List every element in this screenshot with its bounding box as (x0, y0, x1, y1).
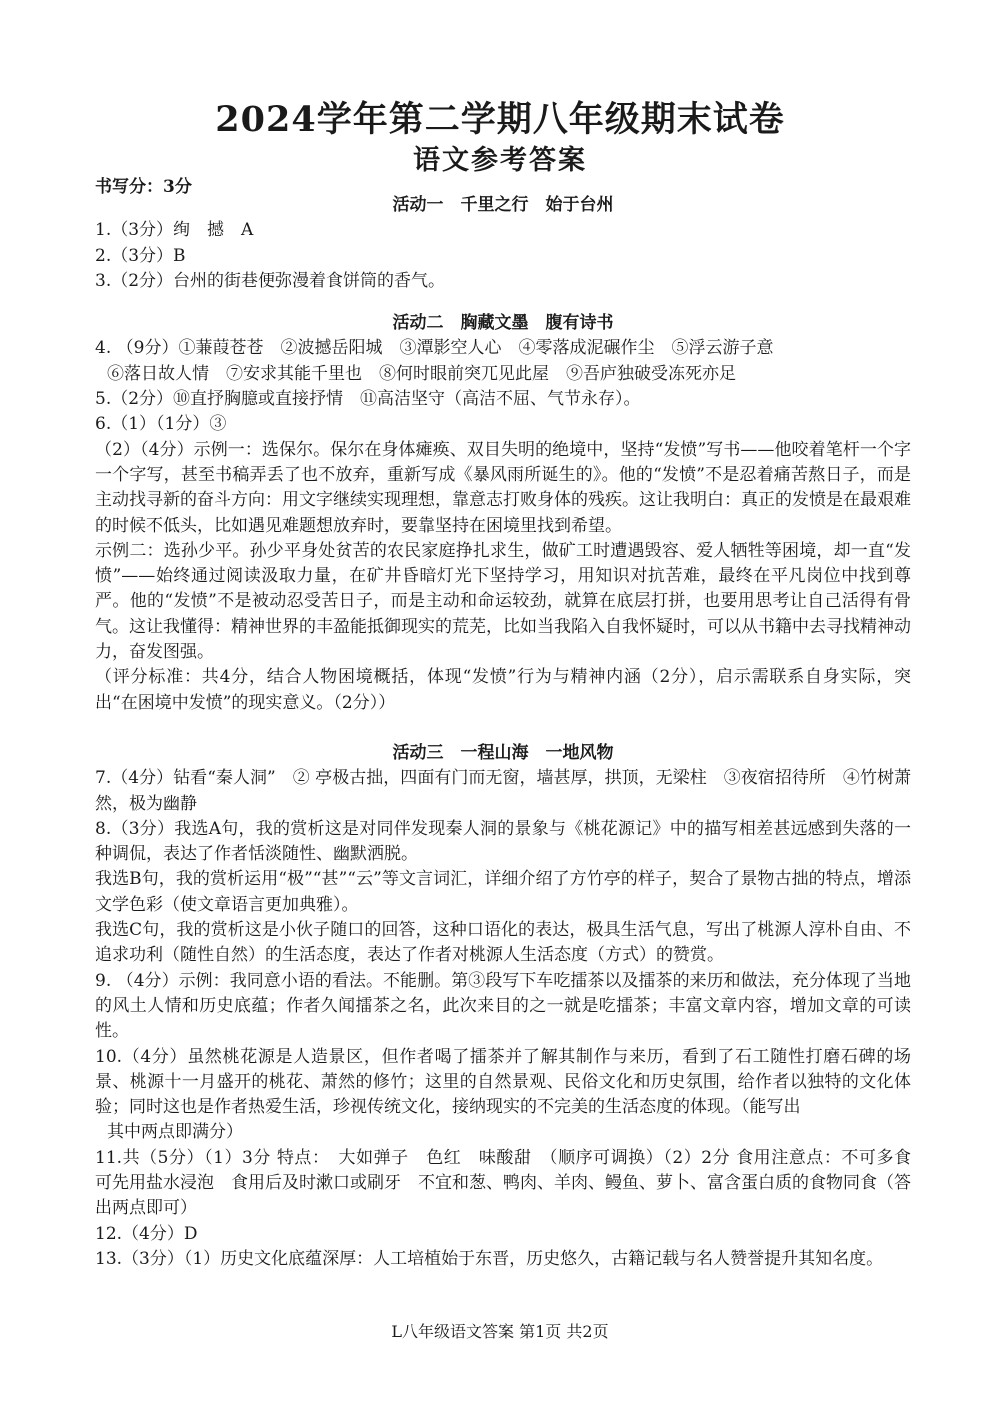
section-heading-2: 活动二 胸藏文墨 腹有诗书 (392, 313, 614, 334)
answer-paragraph: 我选C句，我的赏析这是小伙子随口的回答，这种口语化的表达，极具生活气息，写出了桃源人淳朴自由、不追求功利（随性自然）的生活态度，表达了作者对桃源人生活态度（方式）的赞赏。 (95, 920, 911, 966)
answer-paragraph: 8.（3分）我选A句，我的赏析这是对同伴发现秦人洞的景象与《桃花源记》中的描写相差甚远感到失落的一种调侃，表达了作者恬淡随性、幽默洒脱。 (95, 818, 911, 865)
answer-line: 13.（3分）（1）历史文化底蕴深厚：人工培植始于东晋，历史悠久，古籍记载与名人赞誉提升其知名度。 (95, 1248, 884, 1269)
answer-content (95, 193, 928, 1272)
answer-paragraph: 我选B句，我的赏析运用“极”“甚”“云”等文言词汇，详细介绍了方竹亭的样子，契合了景物古拙的特点，增添文学色彩（使文章语言更加典雅）。 (95, 869, 911, 915)
answer-paragraph: 示例二：选孙少平。孙少平身处贫苦的农民家庭挣扎求生，做矿工时遭遇毁容、爱人牺牲等困境，却一直“发愤”——始终通过阅读汲取力量，在矿井昏暗灯光下坚持学习，用知识对抗苦难，最终在平凡岗位中找到尊严。他的“发愤”不是被动忍受苦日子，而是主动和命运较劲，就算在底层打拼，也要用思考让自己活得有骨气。这让我懂得：精神世界的丰盈能抵御现实的荒芜，比如当我陷入自我怀疑时，可以从书籍中去寻找精神动力，奋发图强。 (95, 540, 911, 663)
answer-line: 2.（3分）B (95, 245, 186, 266)
answer-line: 1.（3分）绚 撼 A (95, 220, 254, 241)
answer-line: ⑥落日故人情 ⑦安求其能千里也 ⑧何时眼前突兀见此屋 ⑨吾庐独破受冻死亦足 (107, 363, 736, 384)
answer-line: 12.（4分）D (95, 1223, 198, 1244)
answer-line: 5.（2分）⑩直抒胸臆或直接抒情 ⑪高洁坚守（高洁不屈、气节永存）。 (95, 389, 641, 410)
page-title: 2024学年第二学期八年级期末试卷 (215, 99, 785, 140)
page-footer: L八年级语文答案 第1页 共2页 (391, 1322, 609, 1341)
section-gap (95, 294, 911, 311)
answer-paragraph: 9. （4分）示例：我同意小语的看法。不能删。第③段写下车吃擂茶以及擂茶的来历和做法，充分体现了当地的风土人情和历史底蕴；作者久闻擂茶之名，此次来目的之一就是吃擂茶；丰富文章内容，增加文章的可读性。 (95, 970, 911, 1042)
writing-score: 书写分：3分 (95, 177, 192, 197)
page-subtitle: 语文参考答案 (413, 145, 587, 176)
section-gap (95, 716, 911, 741)
answer-paragraph: 11.共（5分）（1）3分 特点： 大如弹子 色红 味酸甜 （顺序可调换）（2）2分 食用注意点：不可多食 可先用盐水浸泡 食用后及时漱口或刷牙 不宜和葱、鸭肉、羊肉、鳗鱼、萝卜、富含蛋白质的食物同食（答出两点即可） (95, 1147, 928, 1219)
answer-line: 6.（1）（1分）③ (95, 414, 227, 435)
section-heading-1: 活动一 千里之行 始于台州 (392, 195, 614, 215)
scoring-criteria: （评分标准：共4分，结合人物困境概括，体现“发愤”行为与精神内涵（2分），启示需联系自身实际，突出“在困境中发愤”的现实意义。（2分）） (95, 667, 911, 713)
answer-paragraph: 10.（4分）虽然桃花源是人造景区，但作者喝了擂茶并了解其制作与来历，看到了石工随性打磨石碑的场景、桃源十一月盛开的桃花、萧然的修竹；这里的自然景观、民俗文化和历史氛围，给作者以独特的文化体验；同时这也是作者热爱生活，珍视传统文化，接纳现实的不完美的生活态度的体现。（能写出 (95, 1046, 911, 1118)
answer-line: 4. （9分）①蒹葭苍苍 ②波撼岳阳城 ③潭影空人心 ④零落成泥碾作尘 ⑤浮云游子意 (95, 338, 774, 359)
answer-line: 其中两点即满分） (107, 1122, 243, 1143)
answer-line: 3.（2分）台州的街巷便弥漫着食饼筒的香气。 (95, 270, 446, 291)
answer-line: 7.（4分）钻看“秦人洞” ② 亭极古拙，四面有门而无窗，墙甚厚，拱顶，无梁柱 ③夜宿招待所 ④竹树萧然，极为幽静 (95, 768, 911, 814)
answer-paragraph: （2）（4分）示例一：选保尔。保尔在身体瘫痪、双目失明的绝境中，坚持“发愤”写书——他咬着笔杆一个字一个字写，甚至书稿弄丢了也不放弃，重新写成《暴风雨所诞生的》。他的“发愤”不是忍着痛苦熬日子，而是主动找寻新的奋斗方向：用文字继续实现理想，靠意志打败身体的残疾。这让我明白：真正的发愤是在最艰难的时候不低头，比如遇见难题想放弃时，要靠坚持在困境里找到希望。 (95, 439, 911, 536)
section-heading-3: 活动三 一程山海 一地风物 (392, 742, 614, 763)
